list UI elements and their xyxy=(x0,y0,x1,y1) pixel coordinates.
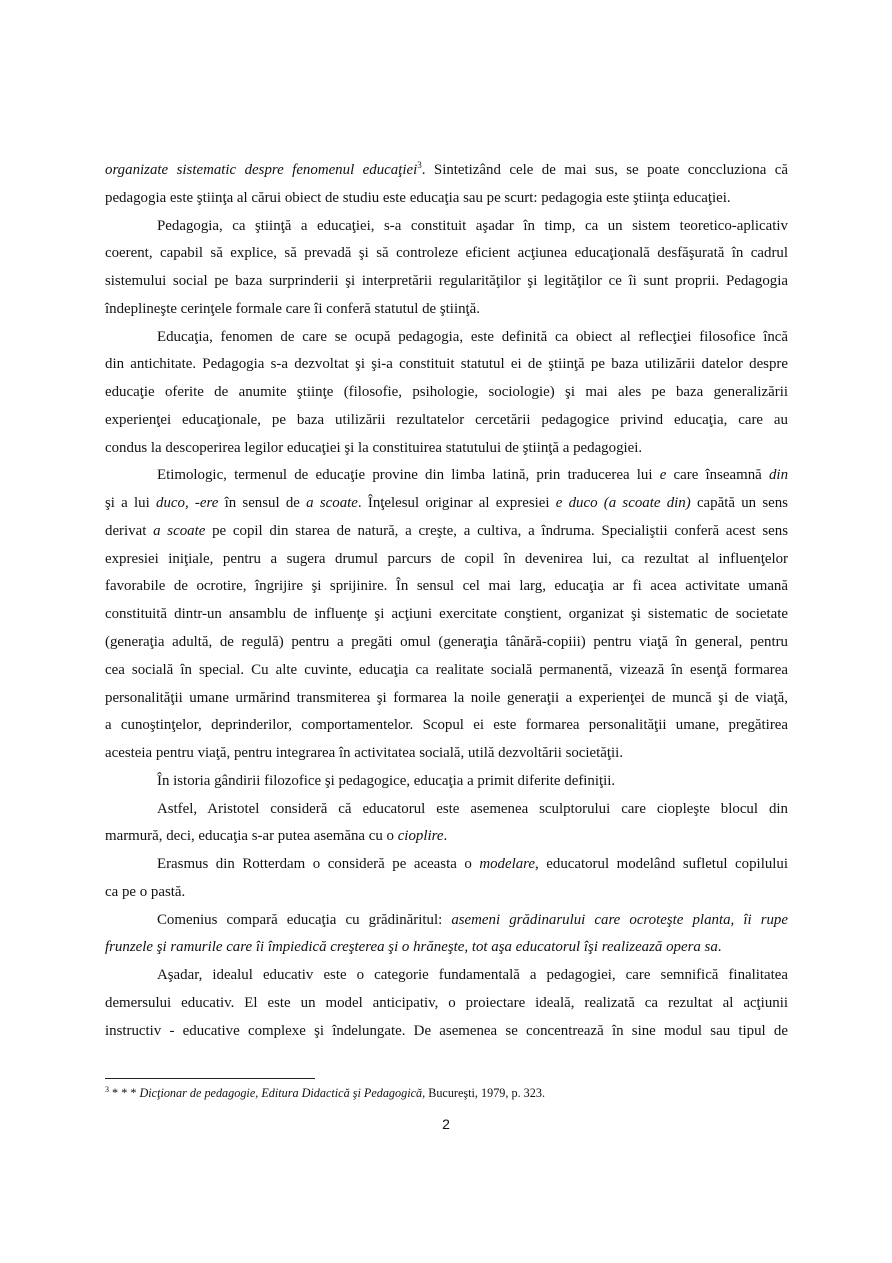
italic-text: duco, -ere xyxy=(156,495,219,512)
text-line xyxy=(105,740,788,768)
text-line xyxy=(105,462,788,490)
text: Comenius compară educaţia cu grădinăritul: xyxy=(157,911,452,928)
paragraph xyxy=(105,324,788,463)
text-line xyxy=(105,546,788,574)
text-line xyxy=(105,185,788,213)
italic-text: a scoate xyxy=(153,522,206,539)
footnote-stars: * * * xyxy=(109,1086,140,1100)
text: cea socială în special. Cu alte cuvinte, educaţia ca realitate socială permanentă, vizează în esenţă formarea xyxy=(105,661,788,678)
text: sistemului social pe baza surprinderii şi interpretării regularităţilor şi legităţilor ce îi sunt proprii. Pedagogia xyxy=(105,273,788,290)
text-line xyxy=(105,768,788,796)
footnote-rest: , Bucureşti, 1979, p. 323. xyxy=(422,1086,545,1100)
text: Erasmus din Rotterdam o consideră pe aceasta o xyxy=(157,856,480,873)
footnote-number: 3 xyxy=(105,1085,109,1094)
text: personalităţii umane urmărind transmiterea şi formarea la noile generaţii a experienţei de muncă şi de viaţă, xyxy=(105,689,788,706)
text: demersului educativ. El este un model anticipativ, o proiectare ideală, realizată ca rezultat al acţiunii xyxy=(105,994,788,1011)
text-line xyxy=(105,601,788,629)
page-number: 2 xyxy=(442,1116,450,1132)
text-line xyxy=(105,823,788,851)
paragraph xyxy=(105,768,788,796)
italic-text: din xyxy=(768,467,789,484)
italic-text: modelare xyxy=(479,856,536,873)
text-line xyxy=(105,407,788,435)
text-line xyxy=(105,240,788,268)
text: Etimologic, termenul de educaţie provine din limba latină, prin traducerea lui xyxy=(157,467,660,484)
text-line xyxy=(105,518,788,546)
text: marmură, deci, educaţia s-ar putea asemăna cu o xyxy=(105,828,398,845)
text: Educaţia, fenomen de care se ocupă pedagogia, este definită ca obiect al reflecţiei filosofice încă xyxy=(157,328,788,345)
text-line xyxy=(105,324,788,352)
italic-text: e duco (a scoate din) xyxy=(555,495,691,512)
text: pedagogia este ştiinţa al cărui obiect de studiu este educaţia sau pe scurt: pedagogia este ştiinţa educaţiei. xyxy=(105,189,731,206)
footnote-ref: 3 xyxy=(417,160,422,170)
text-line xyxy=(105,934,788,962)
text: a cunoştinţelor, deprinderilor, comportamentelor. Scopul ei este formarea personalităţii umane, pregătirea xyxy=(105,717,788,734)
text: acesteia pentru viaţă, pentru integrarea în activitatea socială, utilă dezvoltării societăţii. xyxy=(105,745,624,762)
text-line xyxy=(105,157,788,185)
text-line xyxy=(105,268,788,296)
paragraph xyxy=(105,213,788,324)
text: şi a lui xyxy=(105,495,156,512)
text: în sensul de xyxy=(218,495,307,512)
text-line xyxy=(105,1018,788,1046)
text-line xyxy=(105,907,788,935)
text: îndeplineşte cerinţele formale care îi conferă statutul de ştiinţă. xyxy=(105,300,480,317)
text-line xyxy=(105,657,788,685)
text-line xyxy=(105,573,788,601)
footnote xyxy=(105,1086,545,1101)
text: capătă un sens xyxy=(690,495,788,512)
text: care înseamnă xyxy=(666,467,769,484)
text: ca pe o pastă. xyxy=(105,883,186,900)
text-line xyxy=(105,435,788,463)
text: . xyxy=(443,828,448,845)
text-line xyxy=(105,490,788,518)
text: pe copil din starea de natură, a creşte, a cultiva, a îndruma. Specialiştii conferă acest sens xyxy=(205,522,788,539)
text-line xyxy=(105,296,788,324)
text: expresiei iniţiale, pentru a sugera drumul parcurs de copil în devenirea lui, ca rezultat al influenţelor xyxy=(105,550,788,567)
text: educaţie oferite de anumite ştiinţe (filosofie, psihologie, sociologie) şi mai ales pe baza generalizării xyxy=(105,384,788,401)
text: (generaţia adultă, de regulă) pentru a pregăti omul (generaţia tânără-copiii) pentru viaţă în general, pentru xyxy=(105,634,788,651)
text: . Înţelesul originar al expresiei xyxy=(357,495,556,512)
text: experienţei educaţionale, pe baza utilizării rezultatelor cercetării pedagogice privind educaţia, care au xyxy=(105,411,788,428)
text: instructiv - educative complexe şi îndelungate. De asemenea se concentrează în sine modul sau tipul de xyxy=(105,1022,788,1039)
text: Pedagogia, ca ştiinţă a educaţiei, s-a constituit aşadar în timp, ca un sistem teoretico-aplicativ xyxy=(157,217,788,234)
text: din antichitate. Pedagogia s-a dezvoltat şi şi-a constituit statutul ei de ştiinţă pe baza utilizării datelor despre xyxy=(105,356,788,373)
text-line xyxy=(105,851,788,879)
paragraph xyxy=(105,157,788,213)
paragraph xyxy=(105,851,788,907)
italic-text: frunzele şi ramurile care îi împiedică creşterea şi o hrăneşte, tot aşa educatorul îşi realizează opera sa xyxy=(105,939,718,956)
text: În istoria gândirii filozofice şi pedagogice, educaţia a primit diferite definiţii. xyxy=(157,772,616,789)
text: , educatorul modelând sufletul copilului xyxy=(535,856,788,873)
body-text xyxy=(105,157,788,1046)
text: derivat xyxy=(105,522,154,539)
text-line xyxy=(105,990,788,1018)
text-line xyxy=(105,685,788,713)
text-line xyxy=(105,962,788,990)
text: constituită dintr-un ansamblu de influenţe şi acţiuni exercitate conştient, organizat şi sistematic de societate xyxy=(105,606,788,623)
text-line xyxy=(105,712,788,740)
text-line xyxy=(105,879,788,907)
text: Astfel, Aristotel consideră că educatorul este asemenea sculptorului care ciopleşte blocul din xyxy=(157,800,788,817)
italic-text: a scoate xyxy=(306,495,358,512)
footnote-title: Dicţionar de pedagogie, Editura Didactică şi Pedagogică xyxy=(139,1086,423,1100)
text: . xyxy=(717,939,722,956)
text-line xyxy=(105,213,788,241)
paragraph xyxy=(105,462,788,767)
italic-text: organizate sistematic despre fenomenul educaţiei xyxy=(105,162,418,178)
text-line xyxy=(105,796,788,824)
paragraph xyxy=(105,962,788,1045)
text: condus la descoperirea legilor educaţiei şi la constituirea statutului de ştiinţă a pedagogiei. xyxy=(105,439,643,456)
text: . Sintetizând cele de mai sus, se poate conccluziona că xyxy=(421,162,789,178)
text: coerent, capabil să explice, să prevadă şi să controleze eficient acţiunea educaţională desfăşurată în cadrul xyxy=(105,245,788,262)
italic-text: cioplire xyxy=(397,828,444,845)
text-line xyxy=(105,629,788,657)
paragraph xyxy=(105,907,788,963)
text-line xyxy=(105,379,788,407)
paragraph xyxy=(105,796,788,852)
footnote-separator xyxy=(105,1078,315,1079)
italic-text: asemeni grădinarului care ocroteşte planta, îi rupe xyxy=(451,911,788,928)
text: Aşadar, idealul educativ este o categorie fundamentală a pedagogiei, care semnifică finalitatea xyxy=(157,967,788,984)
italic-text: e xyxy=(659,467,667,484)
text: favorabile de ocrotire, îngrijire şi sprijinire. În sensul cel mai larg, educaţia ar fi acea activitate umană xyxy=(105,578,788,595)
text-line xyxy=(105,351,788,379)
